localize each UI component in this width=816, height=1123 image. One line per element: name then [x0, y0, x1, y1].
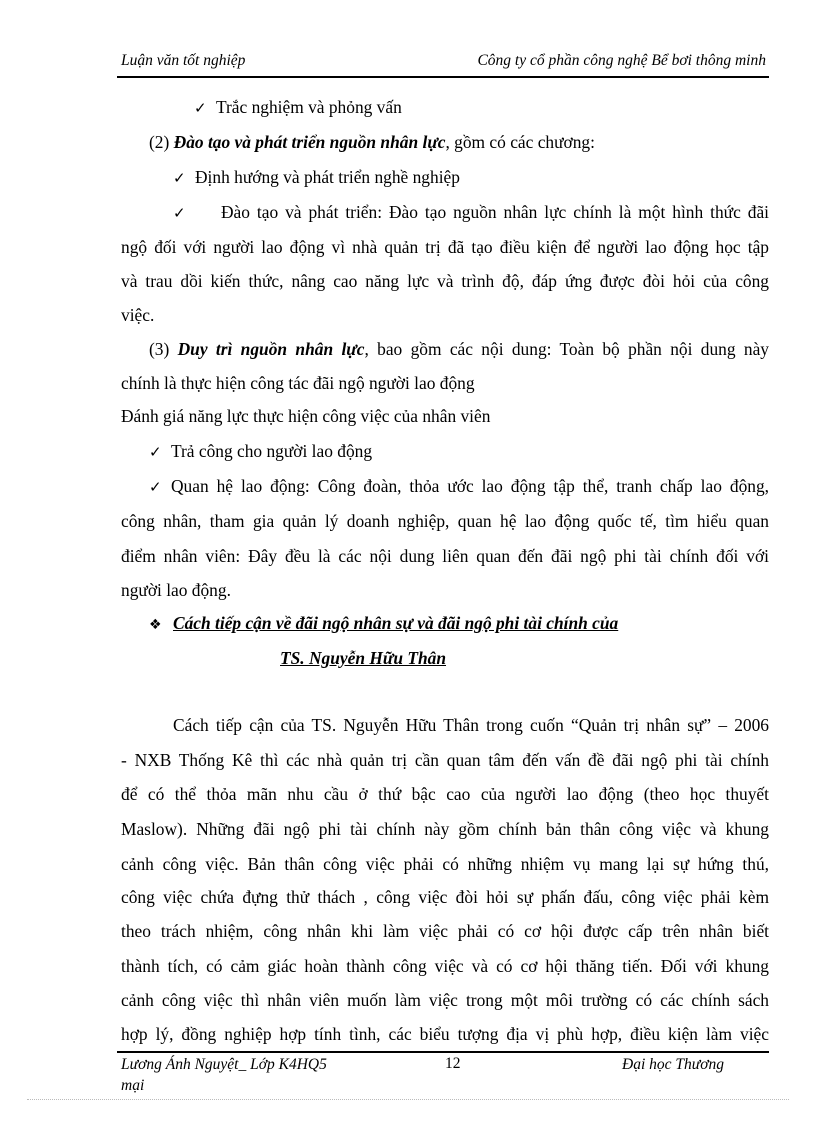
bullet-3-line-1: ✓ Đào tạo và phát triển: Đào tạo nguồn nhân lực chính là một hình thức đãi [173, 202, 769, 222]
section-heading-line-2: TS. Nguyễn Hữu Thân [280, 648, 447, 668]
main-paragraph-line-4: Maslow). Những đãi ngộ phi tài chính này gồm chính bản thân công việc và khung [121, 819, 769, 839]
check-icon: ✓ [149, 443, 162, 461]
main-paragraph-line-5: cảnh công việc. Bản thân công việc phải có những nhiệm vụ mang lại sự hứng thú, [121, 854, 769, 874]
section-2-title: Đào tạo và phát triển nguồn nhân lực [173, 132, 446, 152]
page-header [121, 52, 766, 74]
main-paragraph-line-3: để có thể thỏa mãn nhu cầu ở thứ bậc cao của người lao động (theo học thuyết [121, 784, 769, 804]
check-icon: ✓ [194, 99, 207, 117]
header-right: Công ty cổ phần công nghệ Bể bơi thông minh [477, 52, 766, 69]
header-left: Luận văn tốt nghiệp [121, 52, 246, 69]
page-bottom-dotted-rule [27, 1099, 789, 1100]
main-paragraph-line-6: công việc chứa đựng thử thách , công việc đòi hỏi sự phấn đấu, công việc phải kèm [121, 887, 769, 907]
footer-author: Lương Ánh Nguyệt_ Lớp K4HQ5 [121, 1056, 327, 1073]
bullet-3-line-2: ngộ đối với người lao động vì nhà quản trị đã tạo điều kiện để người lao động học tập [121, 237, 769, 257]
bullet-2: ✓ Định hướng và phát triển nghề nghiệp [173, 167, 460, 187]
bullet-3-line-4: việc. [121, 305, 155, 325]
page-number: 12 [445, 1055, 461, 1072]
section-3-line: (3) Duy trì nguồn nhân lực, bao gồm các nội dung: Toàn bộ phần nội dung này [149, 339, 769, 359]
main-paragraph-line-10: hợp lý, đồng nghiệp hợp tính tình, các biểu tượng địa vị phù hợp, điều kiện làm việc [121, 1024, 769, 1044]
section-2-line: (2) Đào tạo và phát triển nguồn nhân lực, gồm có các chương: [149, 132, 595, 152]
section-3-line-2: chính là thực hiện công tác đãi ngộ người lao động [121, 373, 475, 393]
footer-rule [117, 1051, 769, 1053]
check-icon: ✓ [173, 169, 186, 187]
paragraph-4: Đánh giá năng lực thực hiện công việc của nhân viên [121, 406, 491, 426]
main-paragraph-line-7: theo trách nhiệm, công nhân khi làm việc phải có cơ hội được cấp trên nhân biết [121, 921, 769, 941]
main-paragraph-line-1: Cách tiếp cận của TS. Nguyễn Hữu Thân trong cuốn “Quản trị nhân sự” – 2006 [173, 715, 769, 735]
main-paragraph-line-2: - NXB Thống Kê thì các nhà quản trị cần quan tâm đến vấn đề đãi ngộ phi tài chính [121, 750, 769, 770]
main-paragraph-line-8: thành tích, có cảm giác hoàn thành công việc và có cơ hội thăng tiến. Đối với khung [121, 956, 769, 976]
bullet-5-line-3: điểm nhân viên: Đây đều là các nội dung liên quan đến đãi ngộ phi tài chính đối với [121, 546, 769, 566]
bullet-1: ✓ Trắc nghiệm và phỏng vấn [194, 97, 402, 117]
header-rule [117, 76, 769, 78]
footer-right: Đại học Thương [622, 1056, 724, 1073]
check-icon: ✓ [173, 204, 186, 222]
diamond-bullet-icon: ❖ [149, 617, 162, 633]
footer-author-line-2: mại [121, 1077, 145, 1094]
bullet-5-line-4: người lao động. [121, 580, 231, 600]
main-paragraph-line-9: cảnh công việc thì nhân viên muốn làm việc trong một môi trường có các chính sách [121, 990, 769, 1010]
section-heading: ❖ Cách tiếp cận về đãi ngộ nhân sự và đãi ngộ phi tài chính của [149, 612, 618, 636]
bullet-5-line-2: công nhân, tham gia quản lý doanh nghiệp, quan hệ lao động quốc tế, tìm hiểu quan [121, 511, 769, 531]
section-3-title: Duy trì nguồn nhân lực [177, 339, 365, 359]
check-icon: ✓ [149, 478, 162, 496]
bullet-3-line-3: và trau dồi kiến thức, nâng cao năng lực và trình độ, đáp ứng được đòi hỏi của công [121, 271, 769, 291]
bullet-4: ✓ Trả công cho người lao động [149, 441, 373, 461]
bullet-5-line-1: ✓ Quan hệ lao động: Công đoàn, thỏa ước lao động tập thể, tranh chấp lao động, [149, 476, 769, 496]
